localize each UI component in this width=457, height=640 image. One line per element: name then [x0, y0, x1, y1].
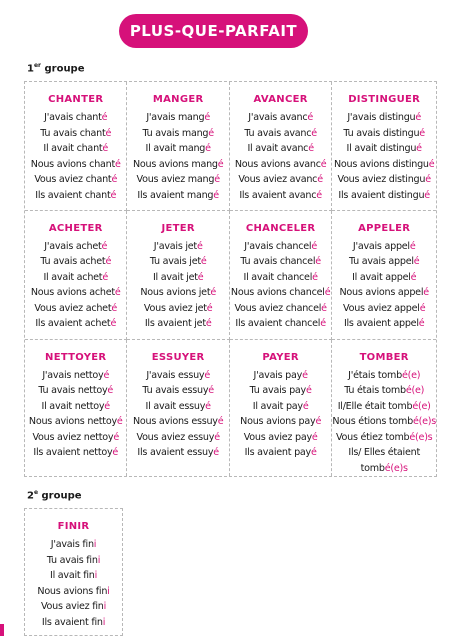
verb-title: ACHETER	[48, 222, 103, 234]
conjugation-ending: é	[102, 143, 109, 154]
conjugation-ending: é	[200, 256, 207, 268]
conjugation-stem: Nous avions distingu	[333, 158, 429, 170]
conjugation-ending: é	[214, 174, 220, 185]
conjugation-line	[25, 285, 126, 301]
conjugation-line	[332, 239, 436, 255]
conjugation-line	[332, 157, 436, 173]
conjugation-ending: é	[104, 400, 110, 412]
conjugation-line	[332, 254, 436, 270]
conjugation-line	[127, 368, 228, 384]
conjugation-ending: é	[208, 385, 214, 396]
conjugation-stem: Vous aviez chant	[34, 174, 112, 185]
conjugation-stem: J'avais essuy	[146, 369, 205, 381]
conjugation-line	[25, 110, 126, 126]
conjugation-ending: é	[103, 369, 110, 381]
conjugation-stem: Vous aviez mang	[136, 174, 215, 185]
conjugation-line	[230, 368, 331, 384]
conjugation-stem: Tu avais chancel	[240, 256, 316, 268]
conjugation-line	[332, 188, 436, 204]
conjugation-stem: Il avait fin	[49, 570, 95, 581]
conjugation-stem: Tu avais appel	[348, 256, 414, 268]
verb-title: APPELER	[358, 222, 411, 234]
conjugation-line	[332, 430, 436, 446]
conjugation-line	[332, 141, 436, 157]
conjugation-ending: é	[428, 158, 435, 170]
conjugation-ending: i	[94, 570, 97, 581]
conjugation-line	[230, 188, 331, 204]
conjugation-line	[127, 399, 228, 415]
conjugation-ending: é(e)	[412, 400, 431, 412]
verb-cell-chanter	[25, 82, 127, 211]
conjugation-stem: Il avait chant	[43, 143, 103, 154]
conjugation-ending: é	[112, 447, 119, 458]
conjugation-ending: é	[321, 302, 327, 314]
conjugation-line	[127, 141, 228, 157]
conjugation-ending: é	[424, 189, 430, 201]
conjugation-stem: Ils avaient fin	[41, 616, 103, 628]
conjugation-line	[127, 110, 228, 126]
conjugation-ending: é	[320, 318, 326, 330]
conjugation-stem: Nous avions fin	[37, 585, 108, 597]
conjugation-stem: J'étais tomb	[348, 369, 402, 381]
conjugation-ending: é(e)s	[384, 462, 408, 474]
conjugation-stem: Vous étiez tomb	[335, 431, 410, 443]
conjugation-stem: Tu avais jet	[149, 256, 201, 268]
conjugation-line	[25, 301, 126, 317]
conjugation-stem: Vous aviez fin	[40, 601, 104, 612]
conjugation-stem: Nous avions mang	[132, 158, 218, 170]
conjugation-line	[25, 568, 122, 584]
conjugation-stem: Il avait essuy	[145, 400, 206, 412]
conjugation-stem: Il avait pay	[252, 400, 303, 412]
conjugation-ending: é	[419, 302, 426, 314]
conjugation-ending: é	[311, 431, 318, 443]
conjugation-ending: é	[197, 271, 204, 283]
conjugation-ending: é	[208, 127, 214, 139]
conjugation-stem: Vous aviez achet	[34, 302, 112, 314]
conjugation-line	[25, 368, 126, 384]
conjugation-ending: é	[107, 385, 114, 396]
conjugation-line	[332, 445, 436, 461]
conjugation-ending: é	[416, 143, 422, 154]
conjugation-line	[25, 270, 126, 286]
conjugation-ending: é	[110, 189, 117, 201]
conjugation-stem: Nous avions avanc	[234, 158, 321, 170]
conjugation-stem: Tu avais nettoy	[38, 385, 108, 396]
conjugation-line	[230, 430, 331, 446]
conjugation-ending: é	[114, 287, 121, 299]
conjugation-ending: é	[410, 271, 417, 283]
conjugation-stem: Il avait appel	[352, 271, 411, 283]
conjugation-stem: Ils avaient jet	[144, 318, 206, 330]
conjugation-stem: Nous étions tomb	[332, 416, 413, 427]
conjugation-stem: J'avais nettoy	[42, 369, 104, 381]
conjugation-line	[332, 270, 436, 286]
page-title: PLUS-QUE-PARFAIT	[119, 14, 308, 48]
conjugation-line	[127, 188, 228, 204]
conjugation-line	[332, 368, 436, 384]
conjugation-line	[25, 157, 126, 173]
conjugation-line	[230, 157, 331, 173]
conjugation-ending: é	[423, 287, 429, 299]
group1-label: 1er groupe	[27, 62, 85, 75]
conjugation-line	[25, 141, 126, 157]
conjugation-ending: é	[206, 302, 213, 314]
conjugation-ending: é	[308, 143, 314, 154]
verb-cell-appeler	[332, 211, 436, 340]
conjugation-stem: Vous aviez avanc	[238, 174, 318, 185]
conjugation-stem: Tu avais mang	[142, 127, 209, 139]
conjugation-stem: J'avais avanc	[248, 112, 308, 123]
conjugation-ending: é	[205, 143, 211, 154]
verb-cell-distinguer	[332, 82, 436, 211]
conjugation-line	[332, 126, 436, 142]
conjugation-line	[25, 615, 122, 631]
conjugation-ending: é	[205, 400, 211, 412]
conjugation-ending: é	[196, 240, 203, 252]
conjugation-stem: Nous avions nettoy	[28, 416, 117, 427]
verb-cell-payer	[230, 340, 332, 477]
conjugation-stem: Nous avions jet	[140, 287, 211, 299]
conjugation-line	[25, 188, 126, 204]
conjugation-stem: Nous avions pay	[240, 416, 316, 427]
conjugation-stem: Tu avais pay	[249, 385, 306, 396]
conjugation-ending: é	[213, 447, 219, 458]
conjugation-stem: Ils avaient avanc	[239, 189, 317, 201]
conjugation-stem: Ils avaient chancel	[235, 318, 321, 330]
verb-cell-avancer	[230, 82, 332, 211]
conjugation-stem: Nous avions chant	[30, 158, 116, 170]
verb-title: FINIR	[57, 521, 90, 532]
verb-title: NETTOYER	[45, 351, 107, 363]
verb-title: PAYER	[262, 351, 299, 363]
conjugation-ending: é	[210, 287, 216, 299]
conjugation-stem: Il avait chancel	[243, 271, 313, 283]
conjugation-ending: é	[217, 158, 224, 170]
conjugation-line	[127, 254, 228, 270]
conjugation-ending: é	[214, 431, 220, 443]
conjugation-line	[230, 414, 331, 430]
conjugation-line	[25, 172, 126, 188]
conjugation-ending: é	[101, 112, 108, 123]
conjugation-line	[127, 383, 228, 399]
conjugation-stem: Nous avions chancel	[230, 287, 325, 299]
conjugation-ending: é	[302, 369, 308, 381]
verb-title: DISTINGUER	[348, 94, 421, 105]
conjugation-line	[127, 285, 228, 301]
conjugation-ending: é	[316, 189, 322, 201]
conjugation-ending: i	[107, 585, 110, 597]
conjugation-stem: Tu avais fin	[46, 554, 98, 566]
conjugation-ending: é	[105, 127, 112, 139]
conjugation-stem: tomb	[360, 462, 385, 474]
verb-title: CHANTER	[48, 94, 104, 105]
conjugation-ending: é	[415, 112, 422, 123]
conjugation-ending: é	[113, 431, 119, 443]
conjugation-ending: é	[102, 271, 108, 283]
conjugation-line	[127, 414, 228, 430]
conjugation-line	[127, 172, 228, 188]
conjugation-line	[25, 383, 126, 399]
conjugation-ending: é	[425, 174, 431, 185]
conjugation-line	[332, 316, 436, 332]
conjugation-stem: Ils avaient mang	[137, 189, 214, 201]
conjugation-line	[230, 270, 331, 286]
verb-title: TOMBER	[359, 351, 409, 363]
verb-cell-acheter	[25, 211, 127, 340]
conjugation-stem: Il avait avanc	[247, 143, 309, 154]
verb-cell-nettoyer	[25, 340, 127, 477]
conjugation-ending: é	[110, 318, 117, 330]
conjugation-line	[127, 239, 228, 255]
conjugation-line	[332, 301, 436, 317]
conjugation-ending: é	[305, 385, 312, 396]
conjugation-line	[332, 399, 436, 415]
conjugation-ending: é	[312, 271, 318, 283]
conjugation-stem: J'avais appel	[352, 240, 410, 252]
conjugation-stem: Vous aviez pay	[243, 431, 312, 443]
conjugation-line	[230, 285, 331, 301]
conjugation-ending: i	[97, 554, 101, 566]
conjugation-ending: é	[205, 318, 212, 330]
conjugation-stem: Vous aviez jet	[143, 302, 207, 314]
conjugation-line	[332, 383, 436, 399]
conjugation-ending: é	[310, 447, 317, 458]
conjugation-ending: é	[320, 158, 327, 170]
conjugation-line	[25, 445, 126, 461]
conjugation-line	[332, 110, 436, 126]
conjugation-line	[230, 254, 331, 270]
conjugation-stem: Tu avais essuy	[142, 385, 209, 396]
verb-title: MANGER	[152, 94, 204, 105]
verb-cell-chanceler	[230, 211, 332, 340]
conjugation-line	[230, 110, 331, 126]
conjugation-ending: é	[204, 112, 211, 123]
conjugation-line	[25, 430, 126, 446]
conjugation-line	[25, 126, 126, 142]
conjugation-stem: Tu avais achet	[40, 256, 106, 268]
conjugation-line	[25, 414, 126, 430]
conjugation-line	[25, 553, 122, 569]
conjugation-ending: é	[311, 127, 317, 139]
conjugation-ending: i	[102, 616, 106, 628]
conjugation-stem: Ils avaient nettoy	[33, 447, 113, 458]
conjugation-stem: Il avait mang	[145, 143, 206, 154]
conjugation-ending: é	[217, 416, 224, 427]
conjugation-stem: Ils/ Elles étaient	[348, 447, 420, 458]
verb-title: ESSUYER	[151, 351, 205, 363]
conjugation-stem: Ils avaient essuy	[137, 447, 214, 458]
conjugation-line	[25, 599, 122, 615]
verb-title: AVANCER	[253, 94, 308, 105]
conjugation-line	[25, 254, 126, 270]
conjugation-ending: é	[419, 127, 425, 139]
conjugation-stem: Ils avaient distingu	[338, 189, 425, 201]
conjugation-line	[230, 141, 331, 157]
conjugation-ending: i	[103, 601, 107, 612]
conjugation-line	[332, 461, 436, 477]
conjugation-ending: é	[418, 318, 425, 330]
conjugation-stem: Tu avais chant	[40, 127, 106, 139]
conjugation-line	[25, 584, 122, 600]
conjugation-stem: Vous aviez chancel	[234, 302, 322, 314]
conjugation-ending: é	[307, 112, 314, 123]
conjugation-ending: é(e)s	[409, 431, 433, 443]
conjugation-line	[332, 414, 436, 430]
conjugation-stem: Nous avions achet	[30, 287, 115, 299]
conjugation-stem: J'avais fin	[50, 539, 94, 550]
conjugation-ending: é	[105, 256, 112, 268]
conjugation-ending: é	[315, 256, 321, 268]
conjugation-line	[25, 537, 122, 553]
conjugation-stem: Vous aviez nettoy	[32, 431, 114, 443]
conjugation-stem: Tu avais distingu	[343, 127, 420, 139]
conjugation-stem: Nous avions appel	[339, 287, 424, 299]
conjugation-stem: Nous avions essuy	[132, 416, 218, 427]
conjugation-ending: é	[409, 240, 416, 252]
conjugation-line	[230, 239, 331, 255]
conjugation-stem: J'avais pay	[253, 369, 303, 381]
conjugation-stem: Il avait nettoy	[41, 400, 105, 412]
conjugation-line	[127, 270, 228, 286]
conjugation-ending: é	[115, 158, 121, 170]
verb-cell-essuyer	[127, 340, 229, 477]
conjugation-ending: é	[116, 416, 123, 427]
conjugation-stem: J'avais distingu	[347, 112, 416, 123]
conjugation-line	[230, 399, 331, 415]
conjugation-line	[230, 172, 331, 188]
conjugation-line	[332, 285, 436, 301]
conjugation-ending: é(e)	[405, 385, 425, 396]
conjugation-line	[332, 172, 436, 188]
conjugation-ending: é	[311, 240, 317, 252]
conjugation-line	[127, 316, 228, 332]
conjugation-stem: Il avait achet	[43, 271, 103, 283]
group1-conjugation-grid	[24, 81, 437, 477]
conjugation-ending: é	[213, 189, 219, 201]
conjugation-stem: Il avait jet	[152, 271, 198, 283]
page-edge-marker	[0, 624, 4, 636]
conjugation-ending: é	[315, 416, 322, 427]
conjugation-line	[127, 430, 228, 446]
conjugation-stem: J'avais chancel	[244, 240, 312, 252]
conjugation-line	[127, 126, 228, 142]
conjugation-ending: é	[413, 256, 420, 268]
conjugation-ending: é(e)	[401, 369, 421, 381]
conjugation-stem: Il/Elle était tomb	[337, 400, 413, 412]
conjugation-stem: J'avais chant	[44, 112, 102, 123]
conjugation-line	[25, 316, 126, 332]
conjugation-stem: Ils avaient achet	[35, 318, 111, 330]
conjugation-stem: Ils avaient appel	[343, 318, 419, 330]
conjugation-line	[25, 399, 126, 415]
verb-cell-tomber	[332, 340, 436, 477]
conjugation-ending: é	[302, 400, 309, 412]
conjugation-ending: é	[111, 174, 118, 185]
verb-title: CHANCELER	[245, 222, 316, 234]
conjugation-stem: Vous aviez appel	[343, 302, 420, 314]
conjugation-stem: Ils avaient pay	[244, 447, 311, 458]
verb-cell-manger	[127, 82, 229, 211]
conjugation-line	[127, 301, 228, 317]
conjugation-ending: é	[317, 174, 323, 185]
conjugation-ending: é	[111, 302, 118, 314]
group2-conjugation-box	[24, 508, 123, 636]
conjugation-line	[230, 445, 331, 461]
conjugation-ending: é(e)s	[412, 416, 436, 427]
conjugation-ending: é	[101, 240, 108, 252]
conjugation-stem: Vous aviez essuy	[136, 431, 215, 443]
conjugation-stem: Vous aviez distingu	[337, 174, 426, 185]
verb-cell-jeter	[127, 211, 229, 340]
conjugation-line	[230, 301, 331, 317]
conjugation-ending: i	[93, 539, 97, 550]
conjugation-line	[127, 445, 228, 461]
conjugation-stem: Il avait distingu	[346, 143, 417, 154]
verb-title: JETER	[161, 222, 195, 234]
conjugation-stem: Tu avais avanc	[244, 127, 312, 139]
conjugation-stem: Ils avaient chant	[35, 189, 111, 201]
conjugation-line	[230, 383, 331, 399]
conjugation-stem: Tu étais tomb	[344, 385, 406, 396]
conjugation-line	[230, 126, 331, 142]
conjugation-line	[25, 239, 126, 255]
conjugation-stem: J'avais achet	[44, 240, 102, 252]
conjugation-ending: é	[324, 287, 331, 299]
conjugation-ending: é	[204, 369, 211, 381]
conjugation-stem: J'avais mang	[146, 112, 205, 123]
conjugation-line	[127, 157, 228, 173]
group2-label: 2e groupe	[27, 489, 82, 502]
conjugation-line	[230, 316, 331, 332]
conjugation-stem: J'avais jet	[153, 240, 197, 252]
